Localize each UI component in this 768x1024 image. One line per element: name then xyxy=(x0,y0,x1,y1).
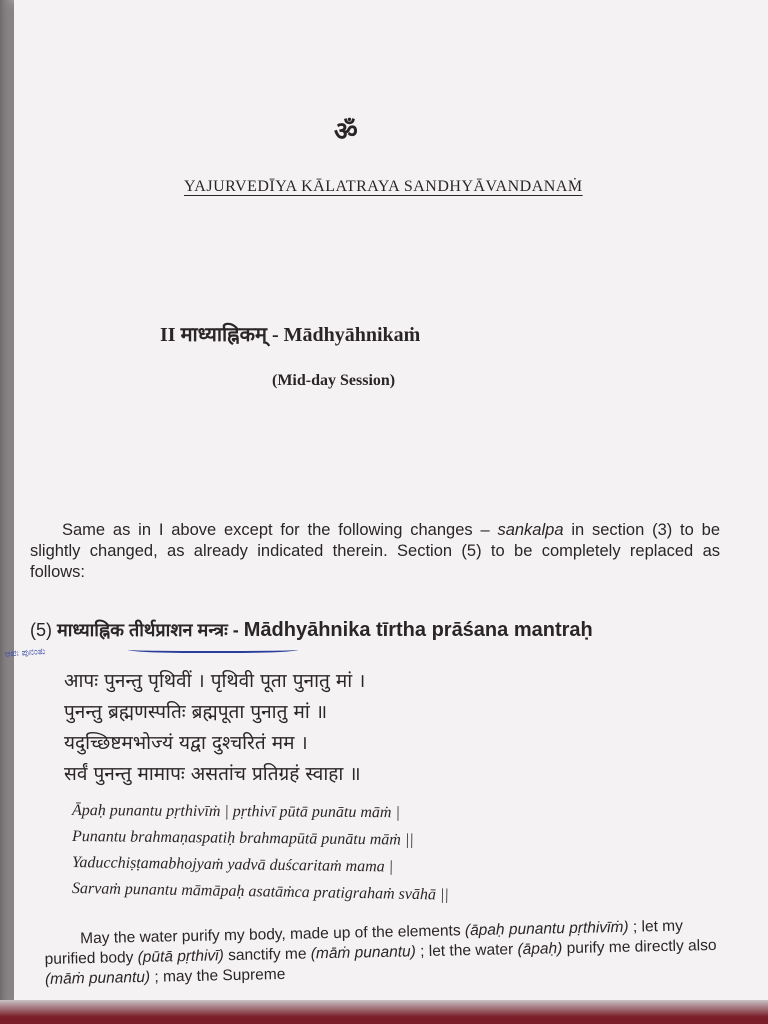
iast-line: Sarvaṁ punantu māmāpaḥ asatāṁca pratigrahaṁ svāhā || xyxy=(71,880,449,904)
translation-term: (pūtā pṛthivī) xyxy=(137,947,224,967)
intro-text-1: Same as in I above except for the following changes – xyxy=(62,521,498,539)
devanagari-line: सर्वं पुनन्तु मामापः असतांच प्रतिग्रहं स्वाहा ॥ xyxy=(64,763,361,785)
devanagari-line: आपः पुनन्तु पृथिवीं । पृथिवी पूता पुनातु मां । xyxy=(64,670,366,692)
translation-text: ; may the Supreme xyxy=(149,965,286,986)
transliterated-verse xyxy=(72,798,712,902)
translation-term: (māṁ punantu) xyxy=(310,943,417,963)
devanagari-verse xyxy=(64,666,704,790)
devanagari-line: यदुच्छिष्टमभोज्यं यद्वा दुश्चरितं मम । xyxy=(64,732,308,754)
iast-line: Āpaḥ punantu pṛthivīṁ | pṛthivī pūtā punātu māṁ | xyxy=(71,802,400,822)
devanagari-line: पुनन्तु ब्रह्मणस्पतिः ब्रह्मपूता पुनातु मां ॥ xyxy=(64,701,328,723)
translation-text: purify me directly also xyxy=(562,936,717,958)
iast-line: Yaducchiṣṭamabhojyaṁ yadvā duścaritaṁ mama | xyxy=(71,854,394,876)
pen-underline-mark xyxy=(128,645,298,653)
section-title-translit: Mādhyāhnikaṁ xyxy=(283,324,421,346)
translation-text: ; let my purified body xyxy=(44,917,684,968)
intro-paragraph xyxy=(30,520,720,583)
mantra-heading-number: (5) xyxy=(30,620,52,640)
book-spine xyxy=(0,0,14,1024)
handwritten-margin-note: ಆಪಃ ಪುನಂತು xyxy=(4,646,46,660)
om-symbol: ॐ xyxy=(334,117,358,147)
mantra-heading-devanagari: माध्याह्निक तीर्थप्राशन मन्त्रः - xyxy=(57,620,239,640)
translation-term: (māṁ punantu) xyxy=(44,968,151,988)
section-title-devanagari: II माध्याह्निकम् - xyxy=(160,324,279,346)
document-title: YAJURVEDĪYA KĀLATRAYA SANDHYĀVANDANAṀ xyxy=(184,178,583,195)
iast-line: Punantu brahmaṇaspatiḥ brahmapūtā punātu māṁ || xyxy=(71,828,414,849)
translation-text: ; let the water xyxy=(415,941,518,961)
mantra-heading-translit: Mādhyāhnika tīrtha prāśana mantraḥ xyxy=(243,619,593,641)
section-title xyxy=(160,320,620,347)
intro-sankalpa: sankalpa xyxy=(497,521,564,539)
section-subtitle: (Mid-day Session) xyxy=(272,372,396,389)
translation-term: (āpaḥ) xyxy=(517,940,563,959)
translation-term: (āpaḥ punantu pṛthivīṁ) xyxy=(464,918,629,940)
translation-text: sanctify me xyxy=(223,945,311,965)
intro-text-2: in section (3) to be slightly changed, as already indicated therein. Section (5) to be completely replaced as follows: xyxy=(30,521,720,581)
page-bottom-edge xyxy=(0,1000,768,1024)
translation-text: May the water purify my body, made up of the elements xyxy=(80,922,466,948)
mantra-heading xyxy=(30,618,730,642)
